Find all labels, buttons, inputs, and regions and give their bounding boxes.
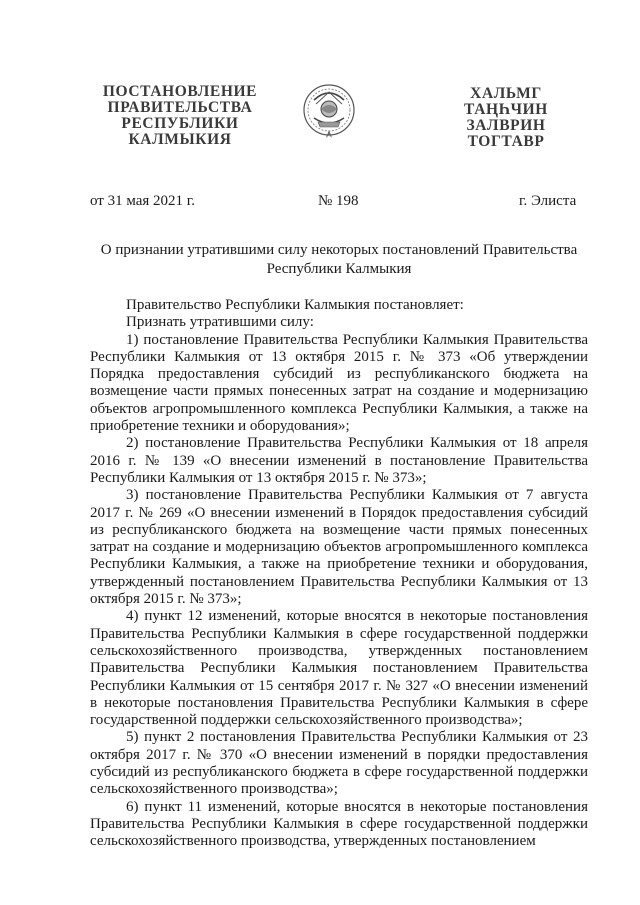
header-left-line: ПРАВИТЕЛЬСТВА <box>107 99 253 116</box>
intro-paragraph: Правительство Республики Калмыкия постановляет: <box>126 297 464 313</box>
list-item: 6) пункт 11 изменений, которые вносятся в некоторые постановления Правительства Республики Калмыкия в сфере государственной поддержки сельскохозяйственного производства, утвержденных постановлением <box>90 798 588 850</box>
header-left-title <box>96 84 264 148</box>
header-left-line: РЕСПУБЛИКИ <box>121 115 239 132</box>
list-item: 2) постановление Правительства Республики Калмыкия от 18 апреля 2016 г. № 139 «О внесении изменений в постановление Правительства Республики Калмыкия от 13 октября 2015 г. № 373»; <box>90 435 588 486</box>
header-right-line: ТАҢҺЧИН <box>464 101 548 118</box>
decree-number: № 198 <box>318 193 359 209</box>
document-title: О признании утратившими силу некоторых постановлений Правительства Республики Калмыкия <box>100 242 578 277</box>
header-right-line: ЗАЛВРИН <box>466 117 546 134</box>
coat-of-arms-icon <box>302 80 356 142</box>
header-right-line: ТОГТАВР <box>467 133 545 150</box>
list-item: 3) постановление Правительства Республики Калмыкия от 7 августа 2017 г. № 269 «О внесении изменений в Порядок предоставления субсидий из республиканского бюджета на возмещение части прямых понесенных затрат на создание и модернизацию объектов агропромышленного комплекса Республики Калмыкия, а также на приобретение техники и оборудования, утвержденный постановлением Правительства Республики Калмыкия от 13 октября 2015 г. № 373»; <box>90 487 588 608</box>
lead-paragraph: Признать утратившими силу: <box>126 314 314 331</box>
decree-date: от 31 мая 2021 г. <box>90 193 196 209</box>
decree-city: г. Элиста <box>519 193 577 209</box>
list-item: 1) постановление Правительства Республики Калмыкия Правительства Республики Калмыкия от 13 октября 2015 г. № 373 «Об утверждении Порядка предоставления субсидий из республиканского бюджета на возмещение части прямых понесенных затрат на создание и модернизацию объектов агропромышленного комплекса Республики Калмыкия, а также на приобретение техники и оборудования»; <box>90 331 588 435</box>
header-right-line: ХАЛЬМГ <box>470 85 542 102</box>
header-left-line: КАЛМЫКИЯ <box>128 131 232 148</box>
document-body <box>90 297 588 851</box>
header-right-title <box>450 86 562 150</box>
list-item: 4) пункт 12 изменений, которые вносятся в некоторые постановления Правительства Республики Калмыкия в сфере государственной поддержки сельскохозяйственного производства, утвержденных постановлением Правительства Республики Калмыкия постановлением Правительства Республики Калмыкия от 15 сентября 2017 г. № 327 «О внесении изменений в некоторые постановления Правительства Республики Калмыкия в сфере государственной поддержки сельскохозяйственного производства»; <box>90 608 588 729</box>
list-item: 5) пункт 2 постановления Правительства Республики Калмыкия от 23 октября 2017 г. № 370 «О внесении изменений в порядки предоставления субсидий из республиканского бюджета в сфере государственной поддержки сельскохозяйственного производства»; <box>90 729 588 798</box>
header-left-line: ПОСТАНОВЛЕНИЕ <box>102 83 258 100</box>
